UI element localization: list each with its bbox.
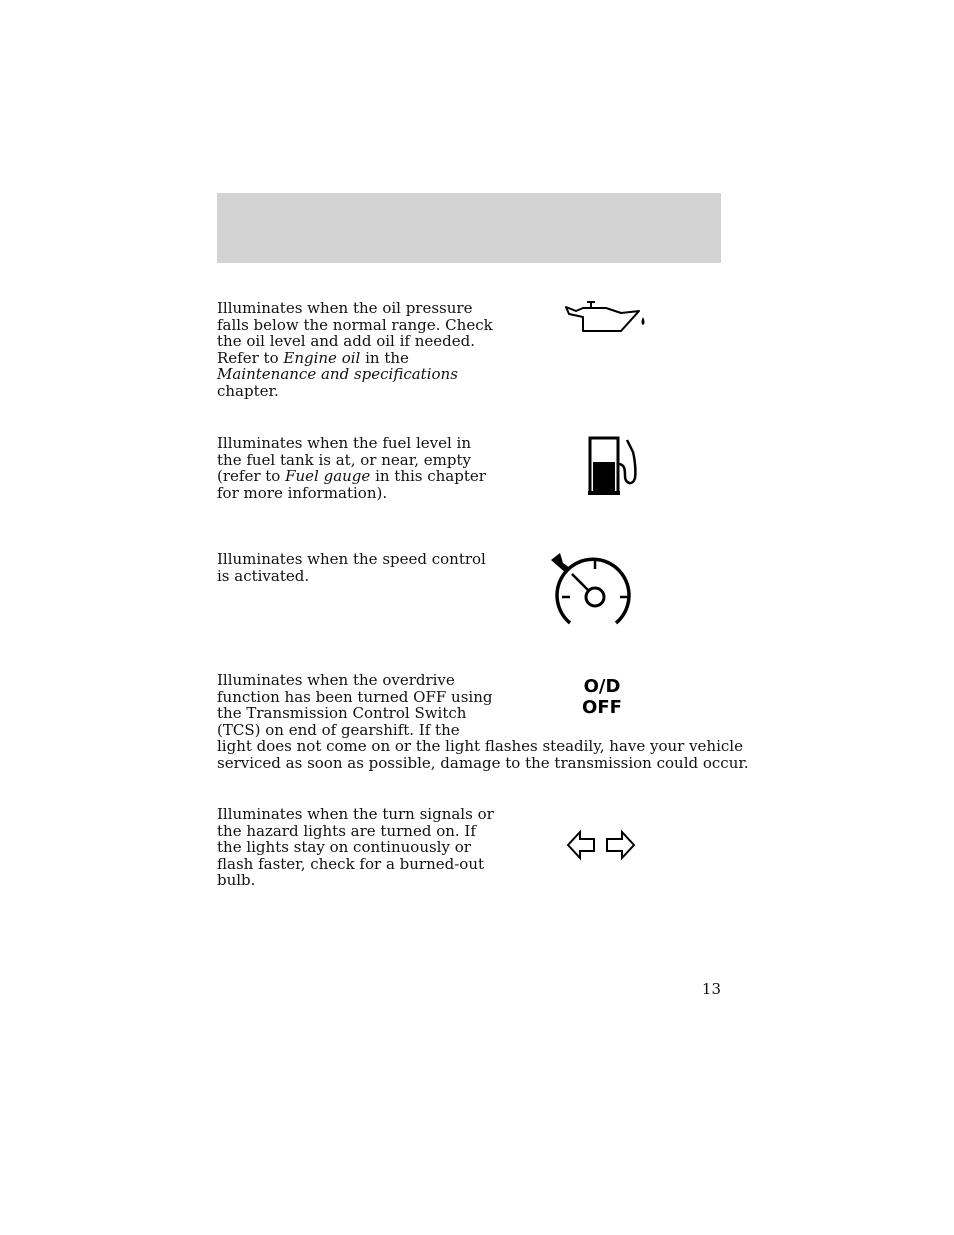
turn-signal-description bbox=[217, 806, 494, 889]
text-line: Illuminates when the oil pressure bbox=[217, 299, 473, 317]
speed-control-description bbox=[217, 551, 486, 584]
text-line: bulb. bbox=[217, 871, 256, 889]
text-line: flash faster, check for a burned-out bbox=[217, 854, 485, 873]
text-line: chapter. bbox=[217, 381, 279, 400]
overdrive-description bbox=[217, 672, 749, 771]
text-line: Illuminates when the fuel level in bbox=[217, 434, 472, 452]
ref-prefix: Refer to bbox=[217, 348, 284, 367]
ref-mid: in the bbox=[360, 348, 409, 367]
oil-can-icon bbox=[563, 299, 649, 337]
text-line: Illuminates when the speed control bbox=[217, 550, 486, 568]
text-line: falls below the normal range. Check bbox=[217, 315, 493, 334]
text-line: the oil level and add oil if needed. bbox=[217, 332, 475, 350]
ref-prefix: (refer to bbox=[217, 467, 286, 485]
text-line: Illuminates when the turn signals or bbox=[217, 805, 494, 823]
text-line bbox=[217, 350, 493, 367]
ref-engine-oil: Engine oil bbox=[283, 348, 361, 367]
text-line: function has been turned OFF using bbox=[217, 687, 493, 706]
fuel-level-description bbox=[217, 435, 486, 501]
text-line: the fuel tank is at, or near, empty bbox=[217, 450, 471, 469]
text-line: is activated. bbox=[217, 566, 310, 585]
overdrive-off-indicator bbox=[572, 676, 632, 718]
text-line: for more information). bbox=[217, 483, 388, 502]
text-line: (TCS) on end of gearshift. If the bbox=[217, 720, 460, 739]
text-line bbox=[217, 366, 493, 383]
ref-fuel-gauge: Fuel gauge bbox=[285, 467, 371, 485]
text-line: Illuminates when the overdrive bbox=[217, 671, 455, 689]
turn-signal-arrows-icon bbox=[566, 829, 636, 861]
oil-pressure-description bbox=[217, 300, 493, 399]
fuel-pump-icon bbox=[585, 434, 641, 498]
left-arrow-icon bbox=[568, 832, 594, 858]
off-label: OFF bbox=[582, 697, 622, 718]
text-line: light does not come on or the light flashes steadily, have your vehicle bbox=[217, 737, 743, 755]
right-arrow-icon bbox=[607, 832, 634, 858]
text-line bbox=[217, 468, 486, 485]
od-label: O/D bbox=[583, 676, 621, 697]
text-line: the lights stay on continuously or bbox=[217, 838, 471, 856]
speedometer-icon bbox=[548, 550, 638, 630]
text-line: serviced as soon as possible, damage to the transmission could occur. bbox=[217, 753, 749, 772]
section-header-band bbox=[217, 193, 721, 263]
text-line: the Transmission Control Switch bbox=[217, 704, 467, 722]
text-line: the hazard lights are turned on. If bbox=[217, 821, 476, 840]
page-number: 13 bbox=[701, 980, 721, 998]
ref-maintenance-chapter: Maintenance and specifications bbox=[217, 365, 458, 383]
ref-suffix: in this chapter bbox=[370, 467, 486, 485]
